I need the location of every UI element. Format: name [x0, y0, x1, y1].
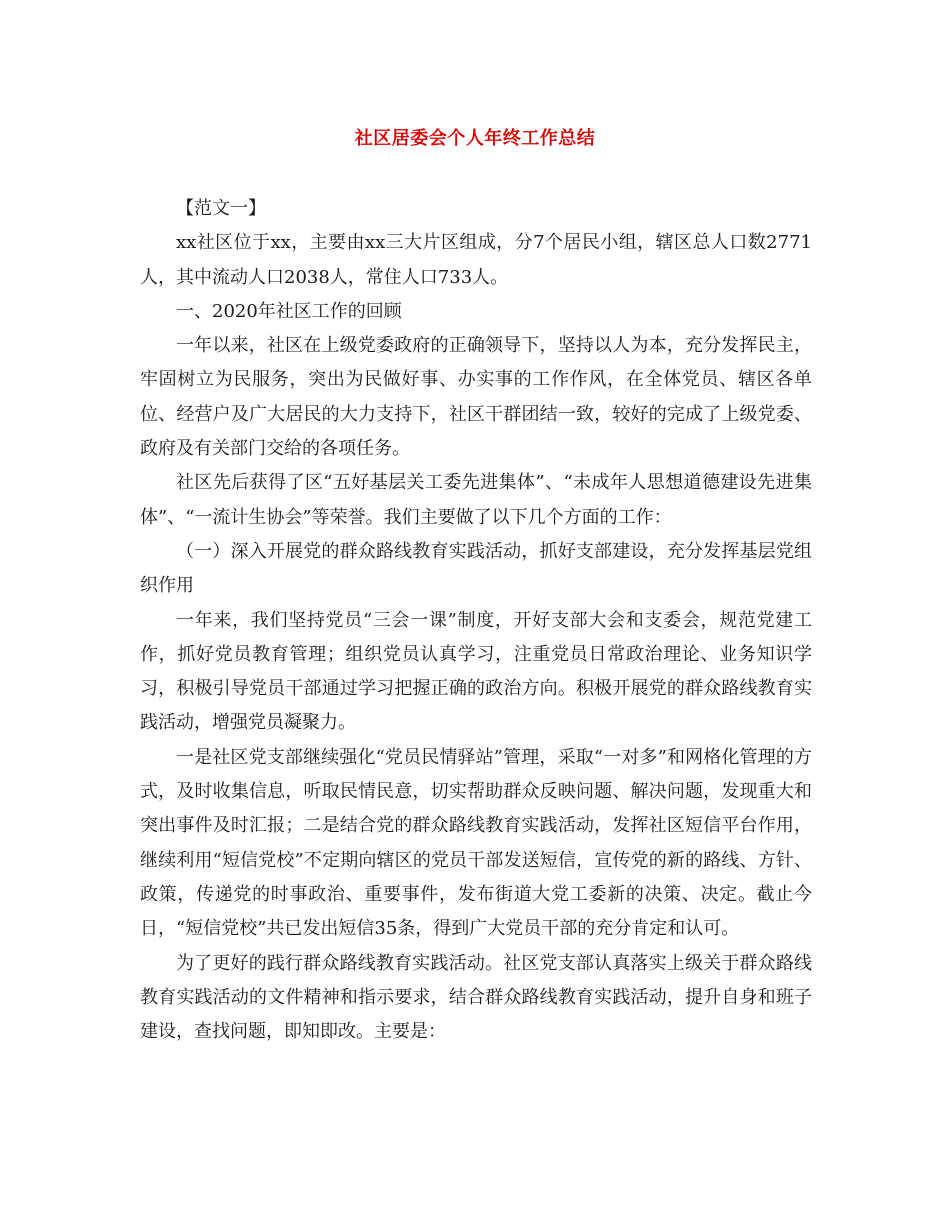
paragraph-review: 一年以来，社区在上级党委政府的正确领导下，坚持以人为本，充分发挥民主，牢固树立为民服务，突出为民做好事、办实事的工作作风，在全体党员、辖区各单位、经营户及广大居民的大力支持下，社区干群团结一致，较好的完成了上级党委、政府及有关部门交给的各项任务。 [140, 335, 812, 460]
section-heading: 一、2020年社区工作的回顾 [176, 300, 402, 322]
paragraph-party-building: 一年来，我们坚持党员“三会一课”制度，开好支部大会和支委会，规范党建工作，抓好党员教育管理；组织党员认真学习，注重党员日常政治理论、业务知识学习，积极引导党员干部通过学习把握正确的政治方向。积极开展党的群众路线教育实践活动，增强党员凝聚力。 [140, 609, 812, 734]
paragraph-measures: 一是社区党支部继续强化“党员民情驿站”管理，采取“一对多”和网格化管理的方式，及时收集信息，听取民情民意，切实帮助群众反映问题、解决问题，发现重大和突出事件及时汇报；二是结合党的群众路线教育实践活动，发挥社区短信平台作用，继续利用“短信党校”不定期向辖区的党员干部发送短信，宣传党的新的路线、方针、政策，传递党的时事政治、重要事件，发布街道大党工委新的决策、决定。截止今日，“短信党校”共已发出短信35条，得到广大党员干部的充分肯定和认可。 [140, 746, 812, 940]
paragraph-mass-line: 为了更好的践行群众路线教育实践活动。社区党支部认真落实上级关于群众路线教育实践活动的文件精神和指示要求，结合群众路线教育实践活动，提升自身和班子建设，查找问题，即知即改。主要是： [140, 952, 812, 1043]
document-body [140, 192, 812, 1049]
paragraph-intro: xx社区位于xx，主要由xx三大片区组成，分7个居民小组，辖区总人口数2771人，其中流动人口2038人，常住人口733人。 [140, 232, 812, 288]
document-title: 社区居委会个人年终工作总结 [354, 128, 596, 149]
paragraph-honors: 社区先后获得了区“五好基层关工委先进集体”、“未成年人思想道德建设先进集体”、“一流计生协会”等荣誉。我们主要做了以下几个方面的工作： [140, 472, 812, 528]
subsection-heading: （一）深入开展党的群众路线教育实践活动，抓好支部建设，充分发挥基层党组织作用 [140, 540, 812, 597]
section-label: 【范文一】 [176, 198, 266, 219]
